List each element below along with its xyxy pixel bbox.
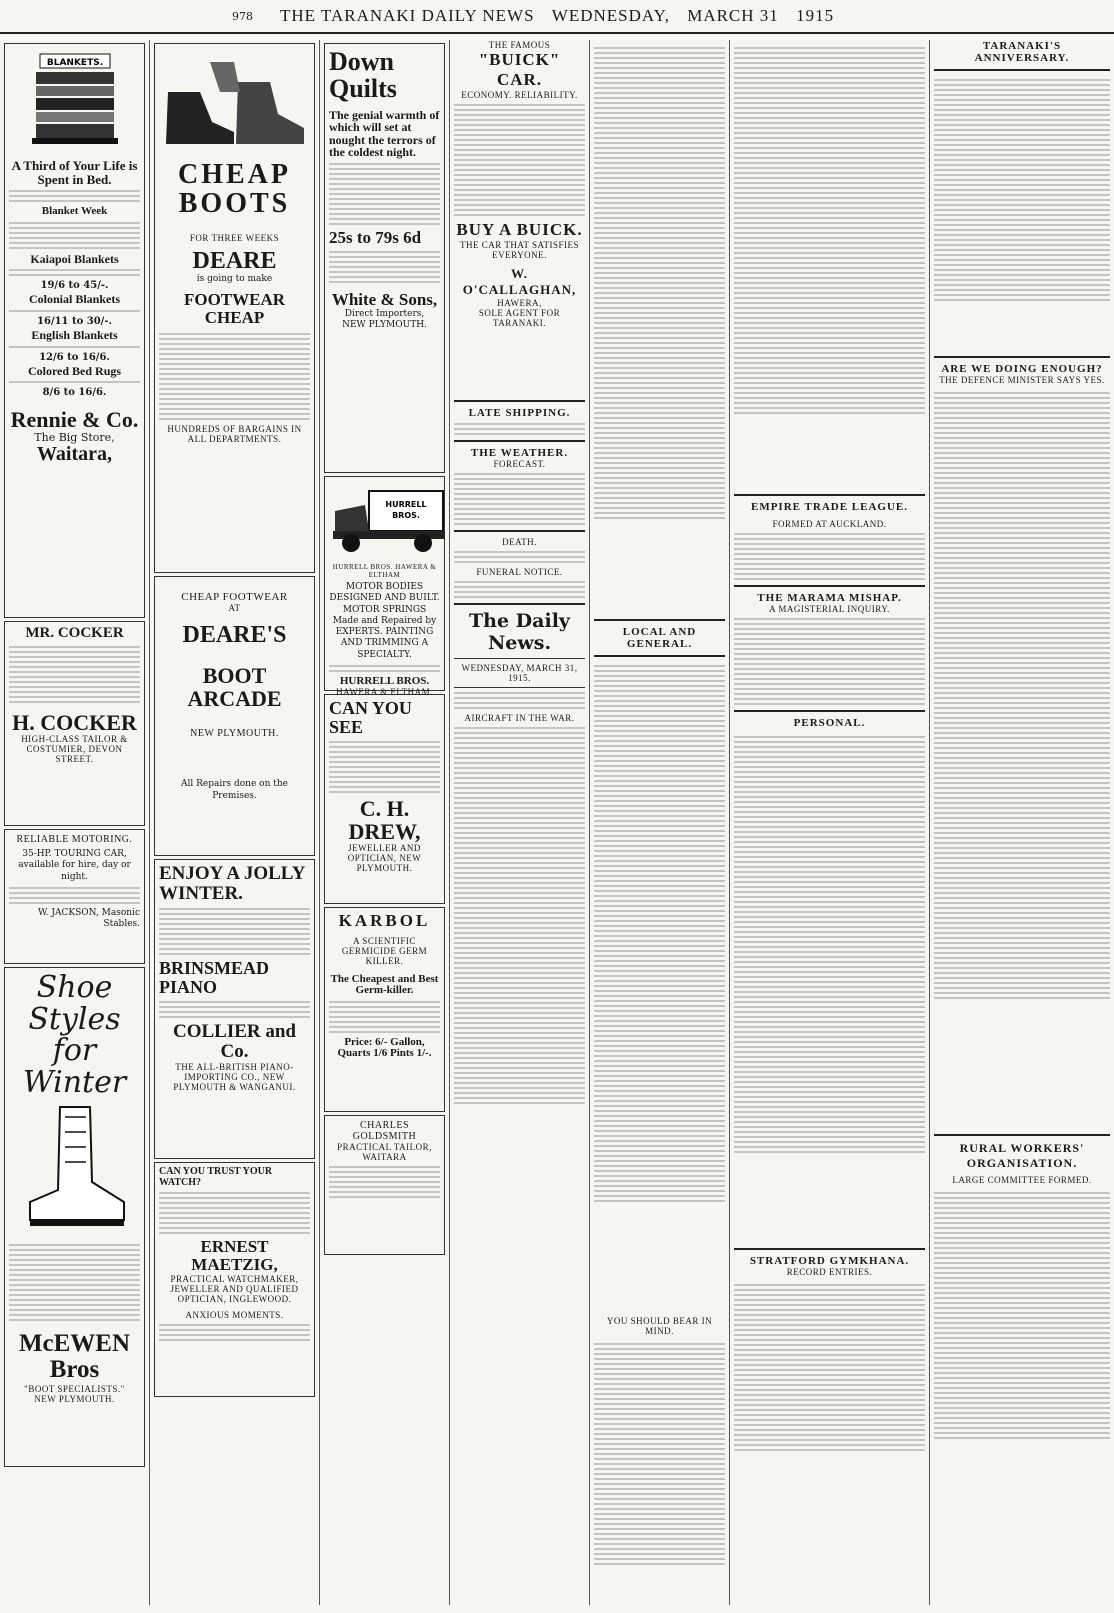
rennie-name: Rennie & Co. (10, 407, 139, 433)
column-2 (150, 40, 320, 1605)
personal-heading: PERSONAL. (793, 717, 866, 729)
body-text (159, 1192, 310, 1234)
body-text (329, 665, 440, 672)
weather-heading: THE WEATHER. (470, 447, 569, 459)
record-heading: RECORD ENTRIES. (786, 1267, 873, 1277)
body-text (9, 887, 140, 904)
karbol-ad (324, 907, 445, 1112)
committee-heading: LARGE COMMITTEE FORMED. (952, 1175, 1092, 1185)
going-to-make: is going to make (196, 273, 273, 284)
hurrell-town: HAWERA & ELTHAM. (336, 687, 433, 698)
deare-name: DEARE (192, 247, 277, 274)
body-text (454, 423, 585, 435)
shoe-styles-heading: Shoe Styles for Winter (22, 970, 127, 1100)
forecast-heading: FORECAST. (493, 459, 546, 469)
genial-text: The genial warmth of which will set at nought the terrors of the coldest night. (329, 107, 440, 160)
collier-piano-ad (154, 859, 315, 1159)
article-text (734, 1281, 925, 1491)
cocker-name: H. COCKER (12, 709, 137, 735)
body-text (329, 741, 440, 793)
mcewen-ad (4, 967, 145, 1467)
price-list (159, 333, 310, 420)
defence-heading: THE DEFENCE MINISTER SAYS YES. (939, 375, 1105, 385)
ocallaghan-town: HAWERA, (497, 298, 542, 308)
repairs-note: All Repairs done on the Premises. (181, 779, 288, 801)
goldsmith-name: CHARLES GOLDSMITH (352, 1120, 417, 1142)
column-5 (590, 40, 730, 1605)
hurrell-bros-ad (324, 476, 445, 698)
masthead-date: MARCH 31 (687, 6, 779, 25)
bear-in-mind-heading: YOU SHOULD BEAR IN MIND. (606, 1316, 713, 1336)
ocallaghan-name: W. O'CALLAGHAN, (462, 266, 577, 297)
down-heading: Down (329, 47, 395, 76)
masthead-year: 1915 (796, 6, 835, 25)
article-text (734, 618, 925, 705)
column-7 (930, 40, 1114, 1605)
body-text (159, 1001, 310, 1018)
blanket-stack-illustration (30, 52, 120, 147)
funeral-heading: FUNERAL NOTICE. (476, 567, 563, 577)
brinsmead-heading: BRINSMEAD PIANO (159, 957, 270, 997)
formed-heading: FORMED AT AUCKLAND. (772, 519, 887, 529)
karbol-sub: A SCIENTIFIC GERMICIDE GERM KILLER. (341, 935, 428, 966)
buy-buick: BUY A BUICK. (456, 220, 583, 239)
cocker-ad (4, 621, 145, 826)
article-text (734, 533, 925, 580)
page-number: 978 (232, 10, 253, 23)
three-weeks: FOR THREE WEEKS (189, 232, 280, 243)
buick-car: "BUICK" CAR. (478, 50, 561, 89)
blankets-sign: BLANKETS. (46, 58, 103, 68)
goldsmith-trade: PRACTICAL TAILOR, WAITARA (337, 1142, 432, 1162)
article-text (594, 1340, 725, 1605)
kaiapoi-heading: Kaiapoi Blankets (30, 251, 119, 266)
gymkhana-heading: STRATFORD GYMKHANA. (749, 1255, 910, 1267)
buick-tagline: THE CAR THAT SATISFIES EVERYONE. (460, 240, 579, 260)
karbol-price: Price: 6/- Gallon, Quarts 1/6 Pints 1/-. (337, 1035, 432, 1060)
drew-optician-ad (324, 694, 445, 904)
buick-sub: ECONOMY. RELIABILITY. (461, 90, 578, 100)
article-text (594, 662, 725, 1312)
collier-sub: THE ALL-BRITISH PIANO-IMPORTING CO., NEW PLYMOUTH & WANGANUI. (173, 1061, 296, 1092)
column-3 (320, 40, 450, 1605)
can-you-see: CAN YOU SEE (329, 698, 412, 737)
shoes-illustration (160, 52, 310, 152)
watch-question: CAN YOU TRUST YOUR WATCH? (159, 1166, 273, 1188)
svg-text:HURRELL: HURRELL (385, 500, 427, 509)
body-text (329, 1166, 440, 1198)
jackson-signature: W. JACKSON, Masonic Stables. (37, 907, 140, 929)
hurrell-name: HURRELL BROS. (339, 674, 430, 687)
rennie-tagline: The Big Store, (34, 431, 115, 445)
colonial-heading: Colonial Blankets (28, 292, 121, 307)
body-text (9, 190, 140, 202)
arcade-town: NEW PLYMOUTH. (190, 728, 279, 740)
body-text (454, 473, 585, 525)
rural-workers-heading: RURAL WORKERS' ORGANISATION. (959, 1141, 1085, 1170)
white-sons-name: White & Sons, (331, 289, 438, 309)
buick-famous: THE FAMOUS (488, 40, 551, 50)
death-heading: DEATH. (502, 537, 537, 547)
marama-heading: THE MARAMA MISHAP. (757, 592, 902, 604)
boots-heading: BOOTS (178, 188, 291, 220)
maetzig-ad (154, 1162, 315, 1397)
colonial-price: 16/11 to 30/-. (37, 316, 112, 328)
body-text (9, 646, 140, 703)
column-6 (730, 40, 930, 1605)
goldsmith-ad (324, 1115, 445, 1255)
inquiry-heading: A MAGISTERIAL INQUIRY. (769, 604, 890, 614)
article-text (454, 727, 585, 1104)
body-text (454, 104, 585, 216)
english-price: 12/6 to 16/6. (39, 351, 110, 363)
footwear-cheap: FOOTWEAR CHEAP (183, 290, 286, 328)
karbol-cheap: The Cheapest and Best Germ-killer. (330, 972, 439, 997)
white-town: NEW PLYMOUTH. (342, 319, 427, 330)
kaiapoi-price: 19/6 to 45/-. (40, 280, 109, 292)
body-text (9, 269, 140, 276)
shipping-heading: LATE SHIPPING. (468, 407, 571, 419)
masthead-title (274, 6, 840, 26)
english-heading: English Blankets (31, 328, 118, 343)
drew-trade: JEWELLER AND OPTICIAN, NEW PLYMOUTH. (347, 842, 422, 873)
body-text (9, 381, 140, 383)
third-life-headline: A Third of Your Life is Spent in Bed. (11, 158, 138, 187)
mcewen-name: McEWEN Bros (18, 1330, 131, 1384)
bed-rugs-heading: Colored Bed Rugs (27, 363, 122, 378)
rennie-town: Waitara, (37, 443, 112, 466)
masthead (0, 0, 1114, 34)
column-1 (0, 40, 150, 1605)
body-text (329, 1001, 440, 1033)
body-text (9, 310, 140, 312)
article-text (734, 733, 925, 1243)
daily-news-title: The Daily News. (469, 610, 570, 654)
sole-agent: SOLE AGENT FOR TARANAKI. (478, 308, 561, 328)
drew-name: C. H. DREW, (348, 795, 421, 844)
article-text (934, 389, 1110, 1129)
anxious-heading: ANXIOUS MOMENTS. (185, 1309, 284, 1320)
deares-name: DEARE'S (182, 622, 287, 648)
cocker-heading: MR. COCKER (25, 625, 124, 641)
edition-date: WEDNESDAY, MARCH 31, 1915. (461, 663, 578, 683)
mcewen-tag: "BOOT SPECIALISTS." (24, 1383, 125, 1394)
local-general-heading: LOCAL AND GENERAL. (622, 626, 697, 650)
body-text (454, 692, 585, 709)
quilts-heading: Quilts (329, 74, 397, 104)
body-text (9, 222, 140, 249)
doing-enough-heading: ARE WE DOING ENOUGH? (941, 363, 1103, 375)
anniversary-heading: TARANAKI'S ANNIVERSARY. (974, 40, 1070, 64)
masthead-day: WEDNESDAY, (551, 6, 670, 25)
cheap-footwear: CHEAP FOOTWEAR (181, 591, 288, 603)
column-4 (450, 40, 590, 1605)
boot-arcade: BOOT ARCADE (187, 663, 282, 712)
article-text (594, 44, 725, 614)
empire-league-heading: EMPIRE TRADE LEAGUE. (750, 501, 908, 513)
aircraft-heading: AIRCRAFT IN THE WAR. (464, 713, 575, 723)
collier-name: COLLIER and Co. (172, 1020, 297, 1062)
motoring-text: 35-HP. TOURING CAR, available for hire, day or night. (18, 849, 131, 882)
enjoy-heading: ENJOY A JOLLY WINTER. (159, 863, 305, 904)
bed-rugs-price: 8/6 to 16/6. (42, 387, 107, 399)
cheap-heading: CHEAP (178, 159, 291, 190)
white-sons-quilts-ad (324, 43, 445, 473)
maetzig-trade: PRACTICAL WATCHMAKER, JEWELLER AND QUALIFIED OPTICIAN, INGLEWOOD. (170, 1273, 299, 1304)
article-text (734, 44, 925, 489)
buick-ad (454, 40, 585, 395)
body-text (329, 163, 440, 225)
deare-cheap-boots-ad (154, 43, 315, 573)
boot-illustration (20, 1102, 130, 1232)
body-text (159, 908, 310, 955)
rennie-blankets-ad (4, 43, 145, 618)
bargains-note: HUNDREDS OF BARGAINS IN ALL DEPARTMENTS. (167, 423, 302, 444)
quilts-price: 25s to 79s 6d (329, 227, 422, 247)
body-text (159, 1324, 310, 1341)
body-text (454, 551, 585, 563)
mcewen-town: NEW PLYMOUTH. (34, 1393, 115, 1404)
svg-text:BROS.: BROS. (392, 511, 420, 520)
body-text (9, 346, 140, 348)
deare-arcade-ad (154, 576, 315, 856)
body-text (329, 251, 440, 283)
body-text (454, 581, 585, 598)
white-sub: Direct Importers, (344, 308, 425, 319)
at-label: AT (228, 603, 241, 613)
maetzig-name: ERNEST MAETZIG, (191, 1237, 278, 1274)
body-text (9, 1244, 140, 1321)
article-text (934, 76, 1110, 351)
motoring-ad (4, 829, 145, 964)
article-text (934, 1189, 1110, 1509)
paper-name: THE TARANAKI DAILY NEWS (279, 6, 535, 25)
truck-caption: HURRELL BROS. HAWERA & ELTHAM (332, 563, 437, 579)
motor-bodies-text: MOTOR BODIES DESIGNED AND BUILT. MOTOR SPRINGS Made and Repaired by EXPERTS. PAINTING AND TRIMMING A SPECIALTY. (329, 582, 440, 660)
karbol-heading: KARBOL (338, 911, 431, 930)
motoring-heading: RELIABLE MOTORING. (16, 834, 133, 845)
cocker-trade: HIGH-CLASS TAILOR & COSTUMIER, DEVON STREET. (21, 733, 128, 764)
motor-truck-illustration (329, 485, 447, 555)
blanket-week-heading: Blanket Week (41, 205, 108, 218)
